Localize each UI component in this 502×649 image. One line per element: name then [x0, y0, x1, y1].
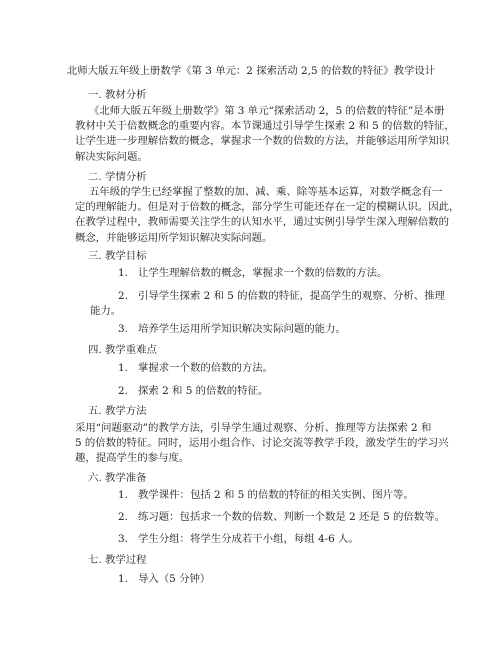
- paragraph-line: 定的理解能力。但是对于倍数的概念，部分学生可能还存在一定的模糊认识。因此，: [75, 201, 460, 214]
- paragraph-teaching-methods: [75, 421, 449, 467]
- list-item-text: 学生分组：将学生分成若干小组，每组 4-6 人。: [138, 533, 359, 545]
- list-item-text: 引导学生探索 2 和 5 的倍数的特征，提高学生的观察、分析、推理: [138, 290, 445, 302]
- paragraph-line: 在教学过程中，教师需要关注学生的认知水平，通过实例引导学生深入理解倍数的: [75, 216, 450, 229]
- list-item: [118, 532, 359, 546]
- list-item-text: 培养学生运用所学知识解决实际问题的能力。: [138, 323, 346, 335]
- section-heading-teaching-methods: 五. 教学方法: [88, 405, 147, 417]
- paragraph-line: 概念，并能够运用所学知识解决实际问题。: [75, 231, 273, 244]
- paragraph-line: 让学生进一步理解倍数的概念，掌握求一个数的倍数的方法，并能够运用所学知识: [75, 135, 450, 148]
- list-item-text: 练习题：包括求一个数的倍数、判断一个数是 2 还是 5 的倍数等。: [138, 511, 445, 523]
- list-item-number: 2.: [118, 290, 128, 302]
- list-item-number: 1.: [118, 267, 128, 279]
- section-heading-teaching-prep: 六. 教学准备: [88, 472, 147, 484]
- paragraph-textbook-analysis: [75, 104, 455, 165]
- list-item: [118, 322, 346, 336]
- list-item-number: 1.: [118, 489, 128, 501]
- paragraph-line: 采用“问题驱动”的教学方法，引导学生通过观察、分析、推理等方法探索 2 和: [75, 422, 432, 434]
- paragraph-line: 教材中关于倍数概念的重要内容。本节课通过引导学生探索 2 和 5 的倍数的特征，: [75, 120, 455, 133]
- list-item-continuation: 能力。: [90, 305, 122, 317]
- list-item-text: 让学生理解倍数的概念，掌握求一个数的倍数的方法。: [138, 267, 388, 279]
- list-item: [118, 289, 445, 303]
- section-heading-teaching-process: 七. 教学过程: [88, 554, 147, 566]
- list-item-text: 教学课件：包括 2 和 5 的倍数的特征的相关实例、图片等。: [138, 489, 414, 501]
- list-item-number: 1.: [118, 573, 128, 585]
- paragraph-line: 《北师大版五年级上册数学》第 3 单元“探索活动 2，5 的倍数的特征”是本册: [89, 105, 445, 117]
- section-heading-textbook-analysis: 一. 教材分析: [88, 89, 147, 101]
- list-item: [118, 361, 273, 375]
- list-item-number: 2.: [118, 511, 128, 523]
- list-item-text: 导入（5 分钟）: [138, 573, 211, 585]
- list-item-number: 3.: [118, 533, 128, 545]
- list-item-number: 1.: [118, 362, 128, 374]
- list-item-number: 2.: [118, 385, 128, 397]
- paragraph-line: 解决实际问题。: [75, 150, 148, 163]
- document-title: 北师大版五年级上册数学《第 3 单元：2 探索活动 2,5 的倍数的特征》教学设计: [66, 65, 436, 77]
- paragraph-line: 5 的倍数的特征。同时，运用小组合作、讨论交流等教学手段，激发学生的学习兴: [75, 437, 449, 450]
- paragraph-student-analysis: [75, 185, 460, 246]
- list-item: [118, 266, 387, 280]
- section-heading-student-analysis: 二. 学情分析: [88, 171, 147, 183]
- list-item-text: 掌握求一个数的倍数的方法。: [138, 362, 274, 374]
- list-item-text: 探索 2 和 5 的倍数的特征。: [138, 385, 269, 397]
- section-heading-teaching-goals: 三. 教学目标: [88, 250, 147, 262]
- list-item-number: 3.: [118, 323, 128, 335]
- list-item: [118, 572, 210, 586]
- list-item: [118, 384, 268, 398]
- list-item: [118, 510, 445, 524]
- section-heading-key-points: 四. 教学重难点: [88, 344, 157, 356]
- list-item: [118, 488, 414, 502]
- paragraph-line: 五年级的学生已经掌握了整数的加、减、乘、除等基本运算，对数学概念有一: [89, 186, 443, 198]
- paragraph-line: 趣，提高学生的参与度。: [75, 452, 190, 465]
